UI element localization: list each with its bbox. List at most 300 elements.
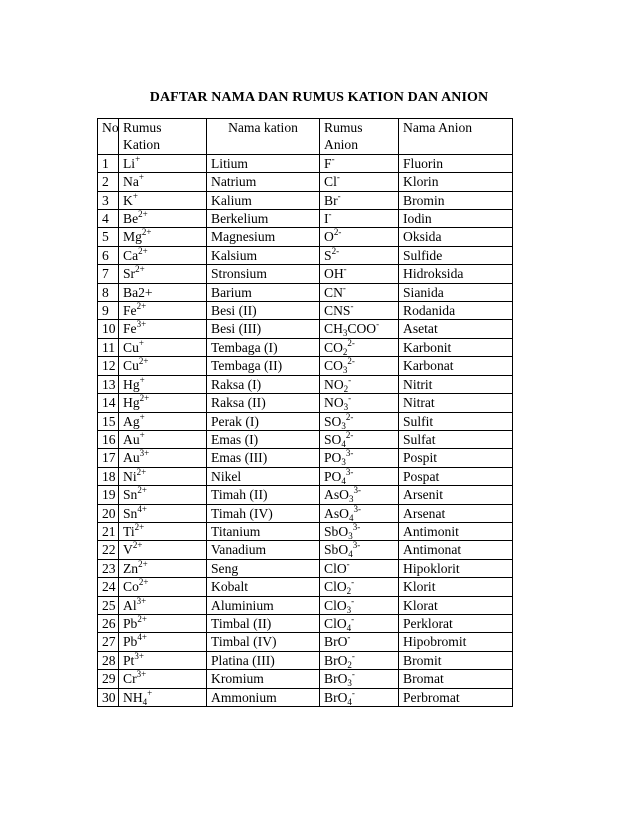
formula-text: BrO xyxy=(324,634,348,650)
charge-superscript: 3- xyxy=(352,521,361,532)
formula-text: Al xyxy=(123,597,137,613)
charge-superscript: - xyxy=(351,595,355,606)
anion-formula xyxy=(320,522,399,540)
cation-formula xyxy=(119,578,207,596)
anion-name: Rodanida xyxy=(399,302,513,320)
table-row xyxy=(98,522,513,540)
row-number: 12 xyxy=(98,357,119,375)
table-row xyxy=(98,283,513,301)
anion-formula xyxy=(320,430,399,448)
charge-superscript: 2+ xyxy=(136,301,147,312)
formula-text: Pb xyxy=(123,615,138,631)
formula-text: SO xyxy=(324,431,342,447)
charge-superscript: 2+ xyxy=(138,209,148,220)
table-row xyxy=(98,541,513,559)
cation-formula xyxy=(119,228,207,246)
formula-text: SbO xyxy=(324,523,349,539)
formula-text: Br xyxy=(324,192,338,208)
formula-text: Ag xyxy=(123,413,140,429)
cation-formula xyxy=(119,154,207,172)
row-number: 29 xyxy=(98,670,119,688)
table-row xyxy=(98,486,513,504)
charge-superscript: + xyxy=(138,172,144,183)
cation-name: Litium xyxy=(207,154,320,172)
table-row xyxy=(98,394,513,412)
charge-superscript: 4+ xyxy=(137,503,147,514)
ion-table xyxy=(97,118,513,707)
formula-text: Au xyxy=(123,450,140,466)
count-subscript: 3 xyxy=(341,420,346,431)
count-subscript: 3 xyxy=(341,457,346,468)
count-subscript: 4 xyxy=(341,475,346,486)
count-subscript: 3 xyxy=(342,365,348,376)
anion-formula xyxy=(320,228,399,246)
count-subscript: 2 xyxy=(343,383,349,394)
cation-name: Stronsium xyxy=(207,265,320,283)
row-number: 24 xyxy=(98,578,119,596)
formula-text: CO xyxy=(324,358,343,374)
cation-name: Natrium xyxy=(207,173,320,191)
cation-name: Timbal (II) xyxy=(207,614,320,632)
cation-formula xyxy=(119,173,207,191)
anion-formula xyxy=(320,338,399,356)
formula-text: Be xyxy=(123,211,139,227)
charge-superscript: 2- xyxy=(345,429,354,440)
cation-name: Seng xyxy=(207,559,320,577)
row-number: 11 xyxy=(98,338,119,356)
anion-name: Antimonit xyxy=(399,522,513,540)
anion-name: Oksida xyxy=(399,228,513,246)
row-number: 26 xyxy=(98,614,119,632)
table-row xyxy=(98,633,513,651)
anion-formula xyxy=(320,302,399,320)
charge-superscript: - xyxy=(348,374,352,385)
anion-formula xyxy=(320,541,399,559)
charge-superscript: - xyxy=(376,319,380,330)
cation-name: Raksa (II) xyxy=(207,394,320,412)
cation-name: Emas (I) xyxy=(207,430,320,448)
anion-formula xyxy=(320,467,399,485)
cation-formula xyxy=(119,486,207,504)
charge-superscript: 3- xyxy=(352,540,361,551)
row-number: 18 xyxy=(98,467,119,485)
table-row xyxy=(98,596,513,614)
charge-superscript: 3+ xyxy=(139,448,150,459)
table-row xyxy=(98,173,513,191)
anion-name: Iodin xyxy=(399,210,513,228)
charge-superscript: 2+ xyxy=(138,356,149,367)
formula-text: SbO xyxy=(324,542,349,558)
cation-name: Timbal (IV) xyxy=(207,633,320,651)
anion-formula xyxy=(320,265,399,283)
formula-text: BrO xyxy=(324,652,348,668)
formula-text: Co xyxy=(123,579,139,595)
anion-name: Arsenat xyxy=(399,504,513,522)
formula-text: PO xyxy=(324,450,342,466)
anion-name: Klorin xyxy=(399,173,513,191)
anion-name: Pospit xyxy=(399,449,513,467)
anion-name: Fluorin xyxy=(399,154,513,172)
charge-superscript: 2+ xyxy=(141,227,152,238)
cation-name: Kromium xyxy=(207,670,320,688)
anion-formula xyxy=(320,320,399,338)
formula-text: ClO xyxy=(324,597,347,613)
charge-superscript: 3+ xyxy=(136,595,147,606)
formula-text: Ti xyxy=(123,523,135,539)
cation-formula xyxy=(119,633,207,651)
cation-formula xyxy=(119,449,207,467)
formula-text: S xyxy=(324,247,332,263)
formula-text: NO xyxy=(324,395,344,411)
charge-superscript: 3- xyxy=(345,466,354,477)
table-row xyxy=(98,670,513,688)
row-number: 19 xyxy=(98,486,119,504)
row-number: 30 xyxy=(98,688,119,706)
cation-formula xyxy=(119,302,207,320)
cation-name: Besi (III) xyxy=(207,320,320,338)
table-row xyxy=(98,154,513,172)
header-row xyxy=(98,119,513,155)
anion-name: Perklorat xyxy=(399,614,513,632)
anion-name: Karbonit xyxy=(399,338,513,356)
formula-text: K xyxy=(123,192,133,208)
table-row xyxy=(98,430,513,448)
charge-superscript: + xyxy=(147,687,153,698)
formula-text: Pb xyxy=(123,634,138,650)
cation-name: Emas (III) xyxy=(207,449,320,467)
table-row xyxy=(98,210,513,228)
anion-name: Sulfat xyxy=(399,430,513,448)
count-subscript: 3 xyxy=(346,604,352,615)
charge-superscript: - xyxy=(351,687,355,698)
table-row xyxy=(98,578,513,596)
charge-superscript: 3+ xyxy=(136,319,147,330)
anion-formula xyxy=(320,614,399,632)
table-header xyxy=(98,119,513,155)
charge-superscript: - xyxy=(351,669,355,680)
cation-name: Ammonium xyxy=(207,688,320,706)
table-row xyxy=(98,614,513,632)
row-number: 14 xyxy=(98,394,119,412)
cation-name: Kalsium xyxy=(207,246,320,264)
count-subscript: 4 xyxy=(346,622,352,633)
anion-name: Sulfit xyxy=(399,412,513,430)
cation-name: Raksa (I) xyxy=(207,375,320,393)
anion-name: Pospat xyxy=(399,467,513,485)
formula-text: Fe xyxy=(123,303,137,319)
anion-formula xyxy=(320,283,399,301)
formula-text: Au xyxy=(123,431,140,447)
anion-name: Bromat xyxy=(399,670,513,688)
formula-text: CH xyxy=(324,321,343,337)
cation-formula xyxy=(119,357,207,375)
formula-text: CN xyxy=(324,284,343,300)
cation-formula xyxy=(119,670,207,688)
charge-superscript: 3+ xyxy=(134,650,144,661)
formula-text: ClO xyxy=(324,560,347,576)
cation-name: Besi (II) xyxy=(207,302,320,320)
formula-text: NH xyxy=(123,689,143,705)
charge-superscript: - xyxy=(351,650,355,661)
anion-formula xyxy=(320,357,399,375)
document-title: DAFTAR NAMA DAN RUMUS KATION DAN ANION xyxy=(149,90,489,105)
count-subscript: 3 xyxy=(348,530,353,541)
row-number: 5 xyxy=(98,228,119,246)
charge-superscript: 3- xyxy=(353,503,361,514)
anion-name: Sianida xyxy=(399,283,513,301)
row-number: 8 xyxy=(98,283,119,301)
cation-name: Kobalt xyxy=(207,578,320,596)
anion-name: Antimonat xyxy=(399,541,513,559)
formula-text: Sn xyxy=(123,487,138,503)
charge-superscript: - xyxy=(346,558,350,569)
formula-text: Pt xyxy=(123,652,135,668)
charge-superscript: - xyxy=(342,282,346,293)
table-row xyxy=(98,559,513,577)
row-number: 4 xyxy=(98,210,119,228)
table-row xyxy=(98,412,513,430)
row-number: 22 xyxy=(98,541,119,559)
formula-text: CNS xyxy=(324,303,351,319)
cation-formula xyxy=(119,320,207,338)
anion-name: Bromin xyxy=(399,191,513,209)
cation-formula xyxy=(119,394,207,412)
charge-superscript: 3- xyxy=(353,485,361,496)
anion-formula xyxy=(320,375,399,393)
formula-text: ClO xyxy=(324,615,347,631)
formula-text: Hg xyxy=(123,395,140,411)
anion-name: Perbromat xyxy=(399,688,513,706)
anion-name: Klorat xyxy=(399,596,513,614)
formula-text: Mg xyxy=(123,229,142,245)
header-rumus-kation-line1: Rumus xyxy=(123,120,162,135)
anion-formula xyxy=(320,154,399,172)
count-subscript: 3 xyxy=(343,402,349,413)
cation-formula xyxy=(119,541,207,559)
cation-name: Timah (II) xyxy=(207,486,320,504)
count-subscript: 4 xyxy=(341,438,346,449)
cation-formula xyxy=(119,467,207,485)
formula-text: OH xyxy=(324,266,344,282)
table-row xyxy=(98,302,513,320)
charge-superscript: - xyxy=(350,301,354,312)
row-number: 6 xyxy=(98,246,119,264)
anion-formula xyxy=(320,504,399,522)
cation-name: Titanium xyxy=(207,522,320,540)
cation-formula xyxy=(119,246,207,264)
charge-superscript: 2+ xyxy=(138,245,148,256)
charge-superscript: 2- xyxy=(347,337,355,348)
anion-formula xyxy=(320,596,399,614)
formula-text: F xyxy=(324,155,332,171)
table-row xyxy=(98,265,513,283)
charge-superscript: 2+ xyxy=(134,521,145,532)
anion-formula xyxy=(320,670,399,688)
formula-text: Cu xyxy=(123,358,139,374)
anion-formula xyxy=(320,191,399,209)
charge-superscript: 4+ xyxy=(137,632,147,643)
charge-superscript: - xyxy=(343,264,347,275)
row-number: 17 xyxy=(98,449,119,467)
charge-superscript: 2+ xyxy=(137,613,147,624)
formula-text: ClO xyxy=(324,579,347,595)
formula-text: Zn xyxy=(123,560,139,576)
cation-formula xyxy=(119,412,207,430)
charge-superscript: + xyxy=(139,411,145,422)
charge-superscript: + xyxy=(138,337,144,348)
table-row xyxy=(98,688,513,706)
header-rumus-kation-line2: Kation xyxy=(123,137,160,153)
cation-name: Platina (III) xyxy=(207,651,320,669)
anion-formula xyxy=(320,246,399,264)
table-row xyxy=(98,338,513,356)
row-number: 28 xyxy=(98,651,119,669)
formula-text: Cl xyxy=(324,174,337,190)
formula-text: Sr xyxy=(123,266,136,282)
header-no: No xyxy=(98,119,119,155)
table-row xyxy=(98,228,513,246)
header-nama-anion: Nama Anion xyxy=(399,119,513,155)
charge-superscript: - xyxy=(328,209,332,220)
anion-formula xyxy=(320,394,399,412)
formula-text: Cr xyxy=(123,671,137,687)
row-number: 15 xyxy=(98,412,119,430)
charge-superscript: 3+ xyxy=(136,669,147,680)
count-subscript: 2 xyxy=(346,586,352,597)
formula-text: Li xyxy=(123,155,136,171)
cation-name: Kalium xyxy=(207,191,320,209)
formula-text: Ca xyxy=(123,247,139,263)
formula-text: BrO xyxy=(324,689,348,705)
formula-text: CO xyxy=(324,339,343,355)
anion-formula xyxy=(320,173,399,191)
formula-text: COO xyxy=(347,321,377,337)
row-number: 2 xyxy=(98,173,119,191)
cation-name: Tembaga (I) xyxy=(207,338,320,356)
cation-formula xyxy=(119,522,207,540)
cation-name: Berkelium xyxy=(207,210,320,228)
count-subscript: 4 xyxy=(348,549,353,560)
formula-text: Fe xyxy=(123,321,137,337)
table-body xyxy=(98,154,513,706)
anion-name: Sulfide xyxy=(399,246,513,264)
table-row xyxy=(98,375,513,393)
formula-text: V xyxy=(123,542,133,558)
anion-name: Hipobromit xyxy=(399,633,513,651)
cation-formula xyxy=(119,375,207,393)
row-number: 16 xyxy=(98,430,119,448)
table-row xyxy=(98,504,513,522)
anion-formula xyxy=(320,486,399,504)
cation-formula xyxy=(119,596,207,614)
row-number: 25 xyxy=(98,596,119,614)
row-number: 1 xyxy=(98,154,119,172)
charge-superscript: 2- xyxy=(333,227,342,238)
charge-superscript: - xyxy=(337,190,341,201)
count-subscript: 4 xyxy=(347,696,352,707)
header-rumus-anion-line2: Anion xyxy=(324,137,358,153)
formula-text: Sn xyxy=(123,505,138,521)
header-rumus-anion-line1: Rumus xyxy=(324,120,363,135)
formula-text: AsO xyxy=(324,505,349,521)
formula-text: Cu xyxy=(123,339,139,355)
anion-formula xyxy=(320,633,399,651)
cation-name: Nikel xyxy=(207,467,320,485)
charge-superscript: - xyxy=(347,632,351,643)
cation-name: Vanadium xyxy=(207,541,320,559)
anion-formula xyxy=(320,210,399,228)
row-number: 27 xyxy=(98,633,119,651)
header-rumus-anion xyxy=(320,119,399,155)
table-row xyxy=(98,449,513,467)
charge-superscript: 2- xyxy=(347,356,355,367)
charge-superscript: 2+ xyxy=(138,558,148,569)
cation-formula xyxy=(119,614,207,632)
formula-text: BrO xyxy=(324,671,348,687)
table-row xyxy=(98,246,513,264)
cation-formula xyxy=(119,559,207,577)
cation-name: Perak (I) xyxy=(207,412,320,430)
formula-text: Ba2+ xyxy=(123,284,153,300)
formula-text: Ni xyxy=(123,468,137,484)
formula-text: AsO xyxy=(324,487,349,503)
header-nama-kation: Nama kation xyxy=(207,119,320,155)
row-number: 7 xyxy=(98,265,119,283)
count-subscript: 2 xyxy=(347,659,352,670)
anion-formula xyxy=(320,559,399,577)
count-subscript: 3 xyxy=(347,678,352,689)
charge-superscript: - xyxy=(331,153,335,164)
cation-formula xyxy=(119,210,207,228)
cation-name: Timah (IV) xyxy=(207,504,320,522)
formula-text: O xyxy=(324,229,334,245)
table-row xyxy=(98,467,513,485)
formula-text: PO xyxy=(324,468,342,484)
cation-name: Barium xyxy=(207,283,320,301)
cation-formula xyxy=(119,430,207,448)
anion-formula xyxy=(320,449,399,467)
row-number: 21 xyxy=(98,522,119,540)
anion-name: Hipoklorit xyxy=(399,559,513,577)
table-row xyxy=(98,320,513,338)
cation-name: Tembaga (II) xyxy=(207,357,320,375)
anion-name: Bromit xyxy=(399,651,513,669)
cation-formula xyxy=(119,265,207,283)
charge-superscript: + xyxy=(135,153,141,164)
count-subscript: 3 xyxy=(342,328,348,339)
anion-name: Karbonat xyxy=(399,357,513,375)
count-subscript: 3 xyxy=(348,494,354,505)
charge-superscript: 2+ xyxy=(138,577,149,588)
charge-superscript: 2- xyxy=(345,411,354,422)
anion-name: Nitrat xyxy=(399,394,513,412)
charge-superscript: 2+ xyxy=(137,485,147,496)
formula-text: NO xyxy=(324,376,344,392)
cation-name: Aluminium xyxy=(207,596,320,614)
count-subscript: 2 xyxy=(342,346,348,357)
charge-superscript: + xyxy=(139,429,145,440)
charge-superscript: 2+ xyxy=(135,264,145,275)
table-row xyxy=(98,651,513,669)
anion-name: Asetat xyxy=(399,320,513,338)
cation-formula xyxy=(119,338,207,356)
row-number: 13 xyxy=(98,375,119,393)
formula-text: Na xyxy=(123,174,139,190)
charge-superscript: - xyxy=(348,393,352,404)
row-number: 10 xyxy=(98,320,119,338)
header-rumus-kation xyxy=(119,119,207,155)
cation-formula xyxy=(119,283,207,301)
